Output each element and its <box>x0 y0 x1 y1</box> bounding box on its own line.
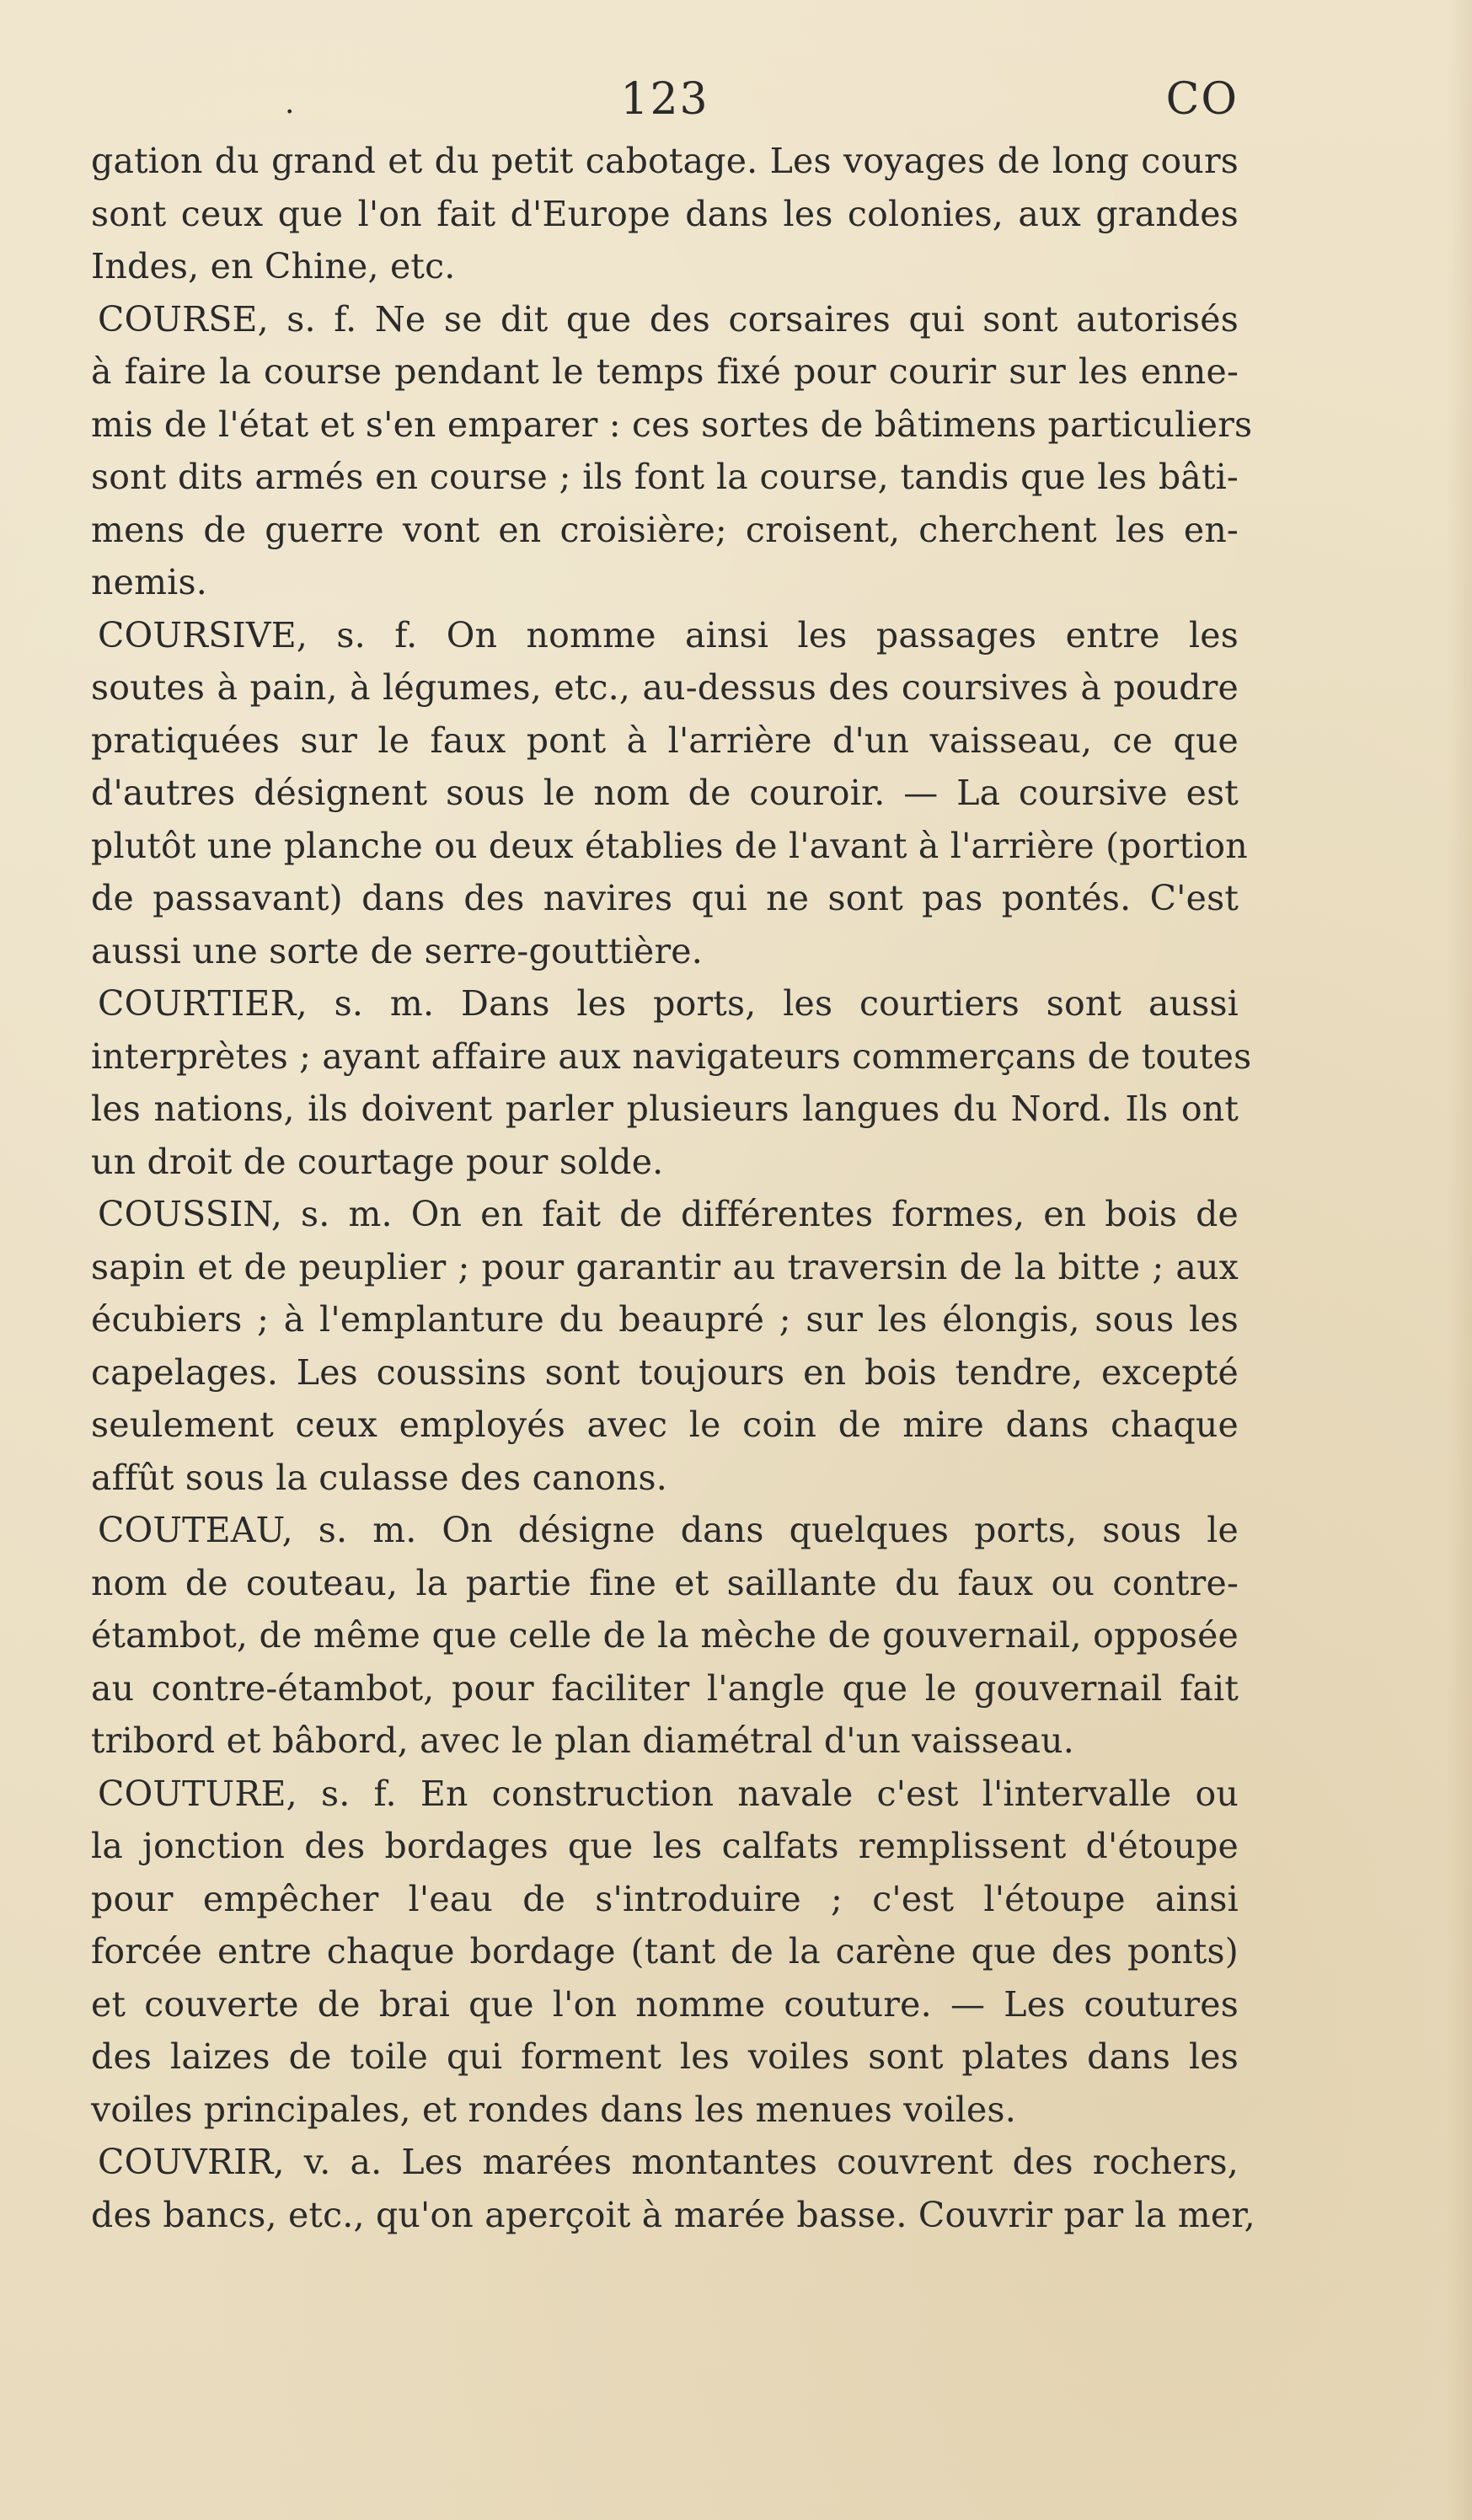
text-line: à faire la course pendant le temps fixé pour courir sur les enne- <box>91 351 1239 392</box>
page-number: 123 <box>620 74 709 125</box>
text-line: Indes, en Chine, etc. <box>91 246 456 286</box>
text-line: COUVRIR, v. a. Les marées montantes couvrent des rochers, <box>98 2142 1239 2182</box>
text-line: mis de l'état et s'en emparer : ces sortes de bâtimens particuliers <box>91 404 1253 445</box>
text-line: interprètes ; ayant affaire aux navigateurs commerçans de toutes <box>91 1035 1252 1077</box>
text-line: affût sous la culasse des canons. <box>91 1457 667 1498</box>
running-head: CO <box>1165 74 1239 125</box>
text-line: des laizes de toile qui forment les voiles sont plates dans les <box>91 2036 1239 2077</box>
text-line: capelages. Les coussins sont toujours en bois tendre, excepté <box>91 1351 1239 1393</box>
text-line: forcée entre chaque bordage (tant de la carène que des ponts) <box>91 1931 1239 1972</box>
text-line: sont dits armés en course ; ils font la course, tandis que les bâti- <box>91 457 1239 497</box>
text-line: plutôt une planche ou deux établies de l'avant à l'arrière (portion <box>91 825 1248 866</box>
text-line: nom de couteau, la partie fine et saillante du faux ou contre- <box>91 1562 1239 1603</box>
text-line: gation du grand et du petit cabotage. Les voyages de long cours <box>91 141 1239 181</box>
text-line: COURSE, s. f. Ne se dit que des corsaires qui sont autorisés <box>98 298 1239 340</box>
text-line: étambot, de même que celle de la mèche de gouvernail, opposée <box>91 1615 1239 1656</box>
body-text <box>91 135 1255 2241</box>
text-line: sapin et de peuplier ; pour garantir au traversin de la bitte ; aux <box>91 1246 1239 1287</box>
text-line: écubiers ; à l'emplanture du beaupré ; sur les élongis, sous les <box>91 1299 1239 1340</box>
text-line: seulement ceux employés avec le coin de mire dans chaque <box>91 1404 1239 1445</box>
text-line: les nations, ils doivent parler plusieurs langues du Nord. Ils ont <box>91 1089 1239 1129</box>
text-line: la jonction des bordages que les calfats remplissent d'étoupe <box>91 1826 1239 1866</box>
text-line: un droit de courtage pour solde. <box>91 1141 664 1182</box>
text-line: d'autres désignent sous le nom de couroir. — La coursive est <box>91 773 1239 813</box>
header-dot: . <box>285 86 295 120</box>
text-line: sont ceux que l'on fait d'Europe dans les colonies, aux grandes <box>91 193 1239 234</box>
text-line: tribord et bâbord, avec le plan diamétral d'un vaisseau. <box>91 1720 1074 1761</box>
text-line: soutes à pain, à légumes, etc., au-dessus des coursives à poudre <box>91 667 1239 708</box>
page-header <box>91 74 1239 133</box>
text-line: aussi une sorte de serre-gouttière. <box>91 930 704 971</box>
text-line: des bancs, etc., qu'on aperçoit à marée basse. Couvrir par la mer, <box>91 2194 1255 2235</box>
text-line: COUTURE, s. f. En construction navale c'est l'intervalle ou <box>98 1773 1239 1814</box>
text-line: COUTEAU, s. m. On désigne dans quelques ports, sous le <box>98 1510 1239 1550</box>
text-line: au contre-étambot, pour faciliter l'angle que le gouvernail fait <box>91 1667 1239 1709</box>
text-line: pratiquées sur le faux pont à l'arrière d'un vaisseau, ce que <box>91 720 1239 761</box>
text-line: COUSSIN, s. m. On en fait de différentes formes, en bois de <box>98 1194 1239 1234</box>
text-line: mens de guerre vont en croisière; croisent, cherchent les en- <box>91 509 1239 550</box>
text-line: voiles principales, et rondes dans les menues voiles. <box>91 2089 1016 2130</box>
text-line: et couverte de brai que l'on nomme couture. — Les coutures <box>91 1983 1239 2025</box>
text-line: nemis. <box>91 562 207 602</box>
text-line: COURSIVE, s. f. On nomme ainsi les passages entre les <box>98 614 1239 655</box>
text-line: COURTIER, s. m. Dans les ports, les courtiers sont aussi <box>98 983 1239 1024</box>
text-line: pour empêcher l'eau de s'introduire ; c'est l'étoupe ainsi <box>91 1878 1239 1919</box>
text-line: de passavant) dans des navires qui ne sont pas pontés. C'est <box>91 878 1239 918</box>
